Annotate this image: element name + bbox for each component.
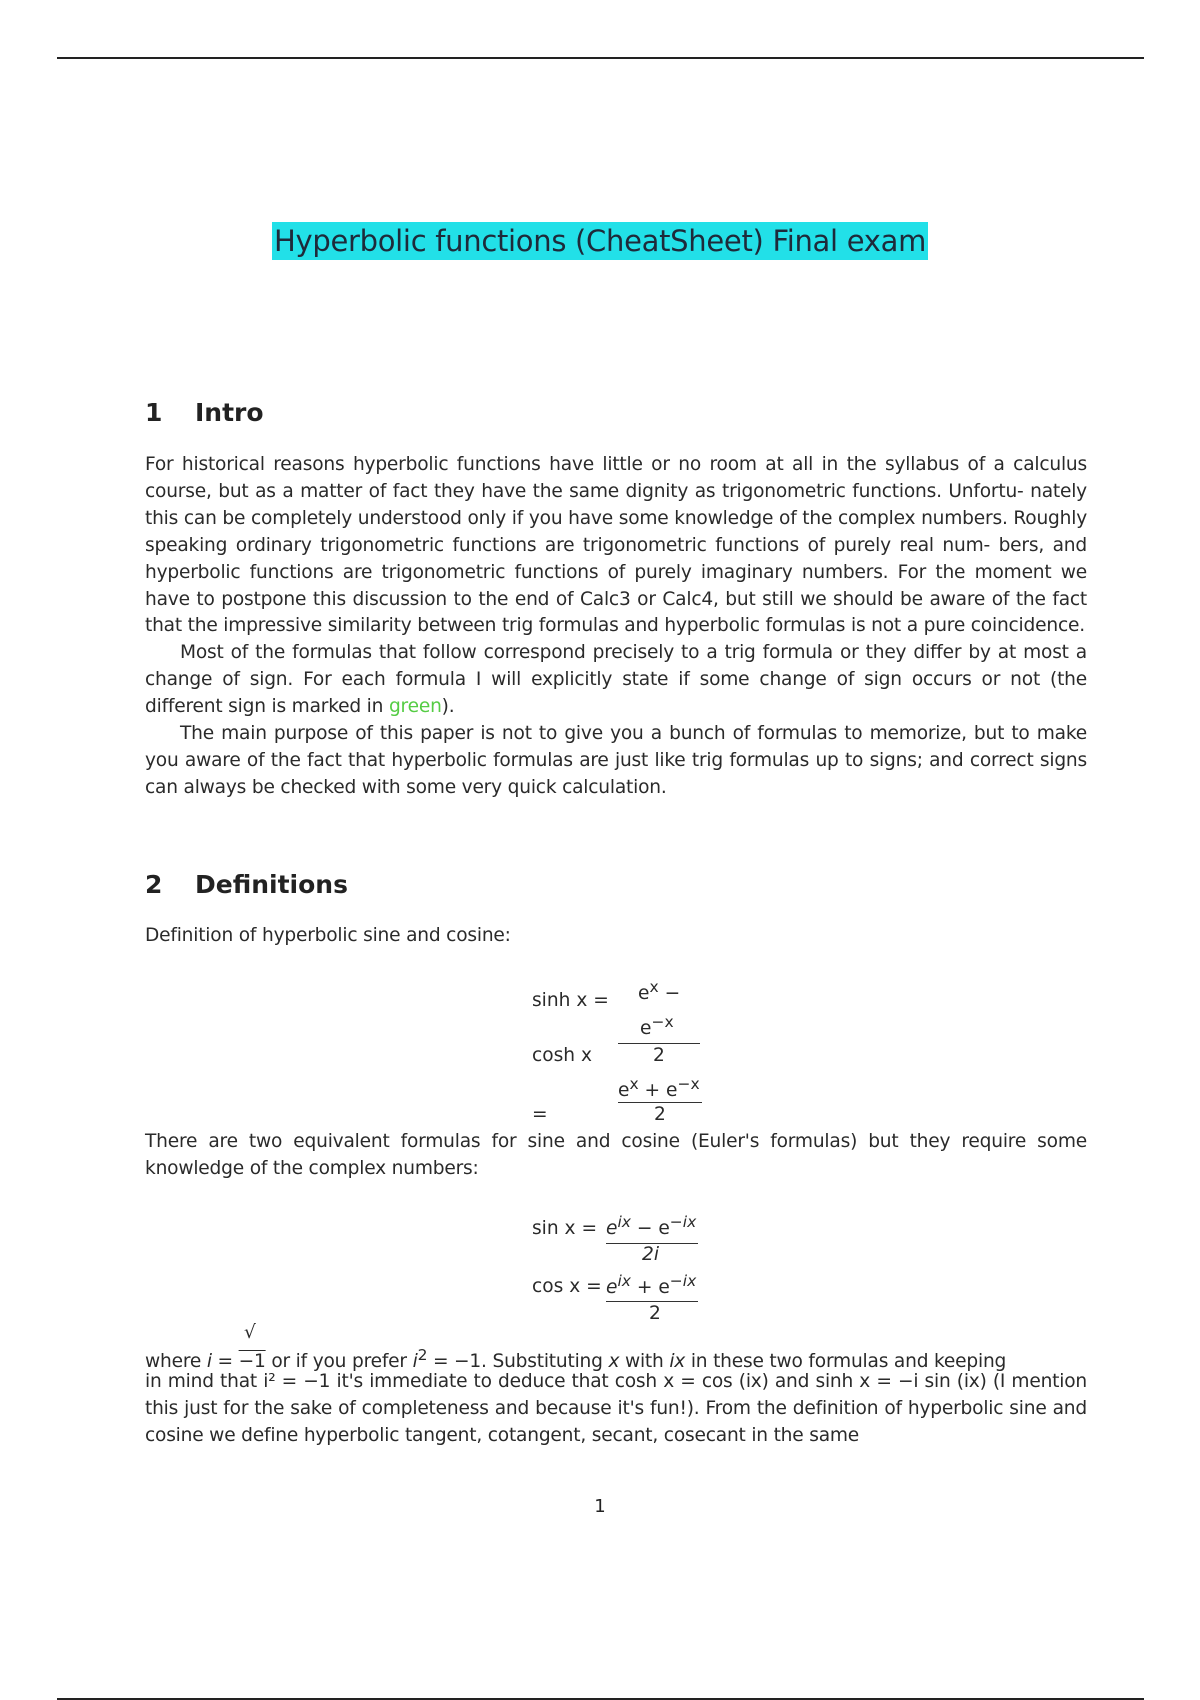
cos-numerator: $e^{ix} + e^{-ix}$	[606, 1272, 697, 1299]
sinh-label: sinh x =	[532, 990, 609, 1011]
document-title: Hyperbolic functions (CheatSheet) Final exam	[273, 224, 927, 258]
sin-numerator: $e^{ix} - e^{-ix}$	[606, 1213, 697, 1240]
definitions-closing: in mind that i² = −1 it's immediate to deduce that cosh x = cos (ix) and sinh x = −i sin (ix) (I mention this just for the sake of completeness and because it's fun!). From the definition of hyperbolic sine and cosine we define hyperbolic tangent, cotangent, secant, cosecant in the same	[145, 1371, 1087, 1446]
cosh-numerator: $e^x + e^{-x}$	[618, 1075, 700, 1102]
intro-paragraph-3: The main purpose of this paper is not to give you a bunch of formulas to memorize, but to make you aware of the fact that hyperbolic formulas are just like trig formulas up to signs; and correct signs can always be checked with some very quick calculation.	[145, 723, 1087, 798]
sin-denominator: 2i	[642, 1244, 659, 1265]
section-heading-intro	[145, 398, 264, 427]
green-word: green	[388, 696, 442, 718]
cosh-denominator: 2	[654, 1104, 666, 1125]
euler-intro: There are two equivalent formulas for sine and cosine (Euler's formulas) but they require some knowledge of the complex numbers:	[145, 1131, 1087, 1179]
sinh-fraction-bar	[618, 1043, 700, 1044]
cosh-fraction-bar	[618, 1102, 702, 1103]
section-number: 1	[145, 398, 163, 427]
sinh-denominator: 2	[653, 1045, 665, 1066]
cosh-label: cosh x	[532, 1045, 592, 1066]
intro-paragraph-2: Most of the formulas that follow correspond precisely to a trig formula or they differ by at most a change of sign. For each formula I will explicitly state if some change of sign occurs or not (the different sign is marked in green).	[145, 642, 1087, 718]
sinh-numerator-a: $e^x$ −	[638, 978, 681, 1005]
cos-denominator: 2	[649, 1303, 661, 1324]
cos-fraction-bar	[606, 1301, 698, 1302]
definitions-intro: Definition of hyperbolic sine and cosine:	[145, 925, 511, 946]
cosh-equals: =	[532, 1104, 548, 1125]
section-number: 2	[145, 870, 163, 899]
cos-label: cos x =	[532, 1276, 602, 1297]
top-rule	[57, 57, 1144, 59]
sin-label: sin x =	[532, 1218, 598, 1239]
sinh-numerator-b: $e^{-x}$	[640, 1013, 674, 1040]
intro-paragraph-1: For historical reasons hyperbolic functions have little or no room at all in the syllabus of a calculus course, but as a matter of fact they have the same dignity as trigonometric functions. Unfortu- nately this can be completely understood only if you have some knowledge of the complex numbers. Roughly speaking ordinary trigonometric functions are trigonometric functions of purely real num- bers, and hyperbolic functions are trigonometric functions of purely imaginary numbers. For the moment we have to postpone this discussion to the end of Calc3 or Calc4, but still we should be aware of the fact that the impressive similarity between trig formulas and hyperbolic formulas is not a pure coincidence.	[145, 454, 1087, 637]
section-title: Definitions	[195, 870, 348, 899]
sqrt-symbol: √	[244, 1322, 256, 1343]
where-line: where i = −1 or if you prefer $i^2 = -1$. Substituting x with ix in these two formulas and keeping	[145, 1346, 1007, 1373]
intro-body	[145, 452, 1087, 802]
section-title: Intro	[195, 398, 264, 427]
section-heading-definitions	[145, 870, 348, 899]
page-number: 1	[594, 1496, 606, 1517]
